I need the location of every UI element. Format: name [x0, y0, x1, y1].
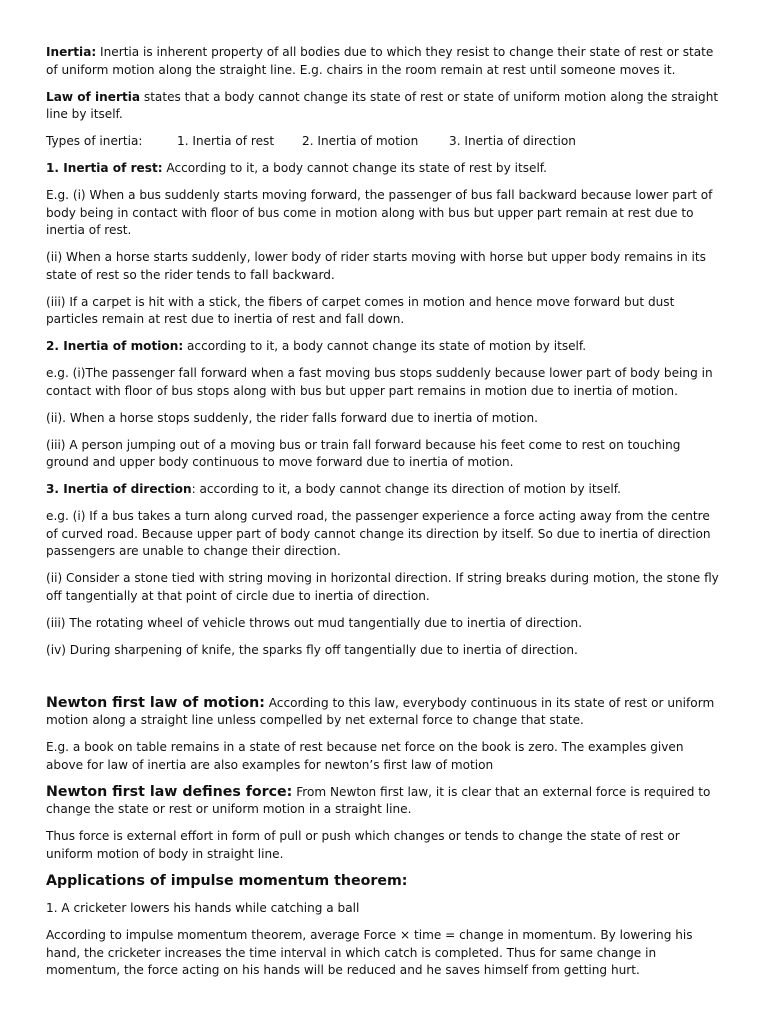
defines-force-text: From Newton first law, it is clear that an external force is required to change the state or rest or uniform motion in a straight line. — [46, 784, 711, 816]
motion-example: e.g. (i)The passenger fall forward when a fast moving bus stops suddenly because lower part of body being in contact with floor of bus stops along with bus but upper part remains in motion due to inertia of motion. — [46, 366, 713, 398]
document-page — [46, 44, 722, 989]
defines-force-paragraph — [46, 784, 722, 819]
type-item: 2. Inertia of motion — [302, 134, 419, 148]
direction-heading-term: 3. Inertia of direction — [46, 482, 192, 496]
direction-example: e.g. (i) If a bus takes a turn along curved road, the passenger experience a force acting away from the centre of curved road. Because upper part of body cannot change its direction by itself. So due to inertia of direction passengers are unable to change their direction. — [46, 509, 711, 558]
direction-example: (iv) During sharpening of knife, the sparks fly off tangentially due to inertia of direction. — [46, 642, 578, 657]
law-of-inertia-paragraph — [46, 89, 722, 124]
direction-example: (iii) The rotating wheel of vehicle throws out mud tangentially due to inertia of direction. — [46, 615, 583, 630]
inertia-definition — [46, 44, 722, 79]
rest-example: E.g. (i) When a bus suddenly starts moving forward, the passenger of bus fall backward because lower part of body being in contact with floor of bus come in motion along with bus but upper part remain at rest due to inertia of rest. — [46, 188, 713, 237]
rest-heading-text: According to it, a body cannot change its state of rest by itself. — [162, 161, 548, 175]
section-spacer — [46, 669, 722, 695]
inertia-text: Inertia is inherent property of all bodies due to which they resist to change their state of rest or state of uniform motion along the straight line. E.g. chairs in the room remain at rest until someone moves it. — [46, 45, 714, 77]
inertia-term: Inertia: — [46, 45, 97, 59]
motion-example: (ii). When a horse stops suddenly, the rider falls forward due to inertia of motion. — [46, 410, 538, 425]
impulse-explanation: According to impulse momentum theorem, average Force × time = change in momentum. By lowering his hand, the cricketer increases the time interval in which catch is completed. Thus for same change in momentum, the force acting on his hands will be reduced and he saves himself from getting hurt. — [46, 928, 693, 977]
types-of-inertia — [46, 133, 722, 151]
rest-example: (iii) If a carpet is hit with a stick, the fibers of carpet comes in motion and hence move forward but dust particles remain at rest due to inertia of rest and fall down. — [46, 294, 675, 326]
defines-force-heading: Newton first law defines force: — [46, 783, 293, 800]
force-definition: Thus force is external effort in form of pull or push which changes or tends to change the state of rest or uniform motion of body in straight line. — [46, 829, 680, 861]
impulse-item: 1. A cricketer lowers his hands while catching a ball — [46, 901, 360, 915]
inertia-of-rest-heading — [46, 160, 722, 178]
newton-first-law-text: According to this law, everybody continuous in its state of rest or uniform motion along a straight line unless compelled by net external force to change that state. — [46, 695, 715, 727]
inertia-of-direction-heading — [46, 481, 722, 499]
newton-first-law-example: E.g. a book on table remains in a state of rest because net force on the book is zero. The examples given above for law of inertia are also examples for newton’s first law of motion — [46, 740, 684, 772]
motion-heading-text: according to it, a body cannot change its state of motion by itself. — [183, 339, 587, 353]
type-item: 1. Inertia of rest — [177, 134, 275, 148]
newton-first-law-paragraph — [46, 695, 722, 730]
direction-example: (ii) Consider a stone tied with string moving in horizontal direction. If string breaks during motion, the stone fly off tangentially at that point of circle due to inertia of direction. — [46, 571, 719, 603]
rest-heading-term: 1. Inertia of rest: — [46, 161, 163, 175]
impulse-heading: Applications of impulse momentum theorem: — [46, 872, 408, 889]
newton-first-law-heading: Newton first law of motion: — [46, 694, 265, 711]
law-of-inertia-text: states that a body cannot change its state of rest or state of uniform motion along the straight line by itself. — [46, 89, 719, 121]
law-of-inertia-term: Law of inertia — [46, 89, 141, 104]
types-label: Types of inertia: — [46, 134, 143, 148]
rest-example: (ii) When a horse starts suddenly, lower body of rider starts moving with horse but upper body remains in its state of rest so the rider tends to fall backward. — [46, 250, 706, 282]
inertia-of-motion-heading — [46, 338, 722, 356]
type-item: 3. Inertia of direction — [449, 134, 576, 148]
direction-heading-text: : according to it, a body cannot change its direction of motion by itself. — [191, 482, 621, 496]
motion-heading-term: 2. Inertia of motion: — [46, 339, 184, 353]
motion-example: (iii) A person jumping out of a moving bus or train fall forward because his feet come to rest on touching ground and upper body continuous to move forward due to inertia of motion. — [46, 437, 681, 469]
